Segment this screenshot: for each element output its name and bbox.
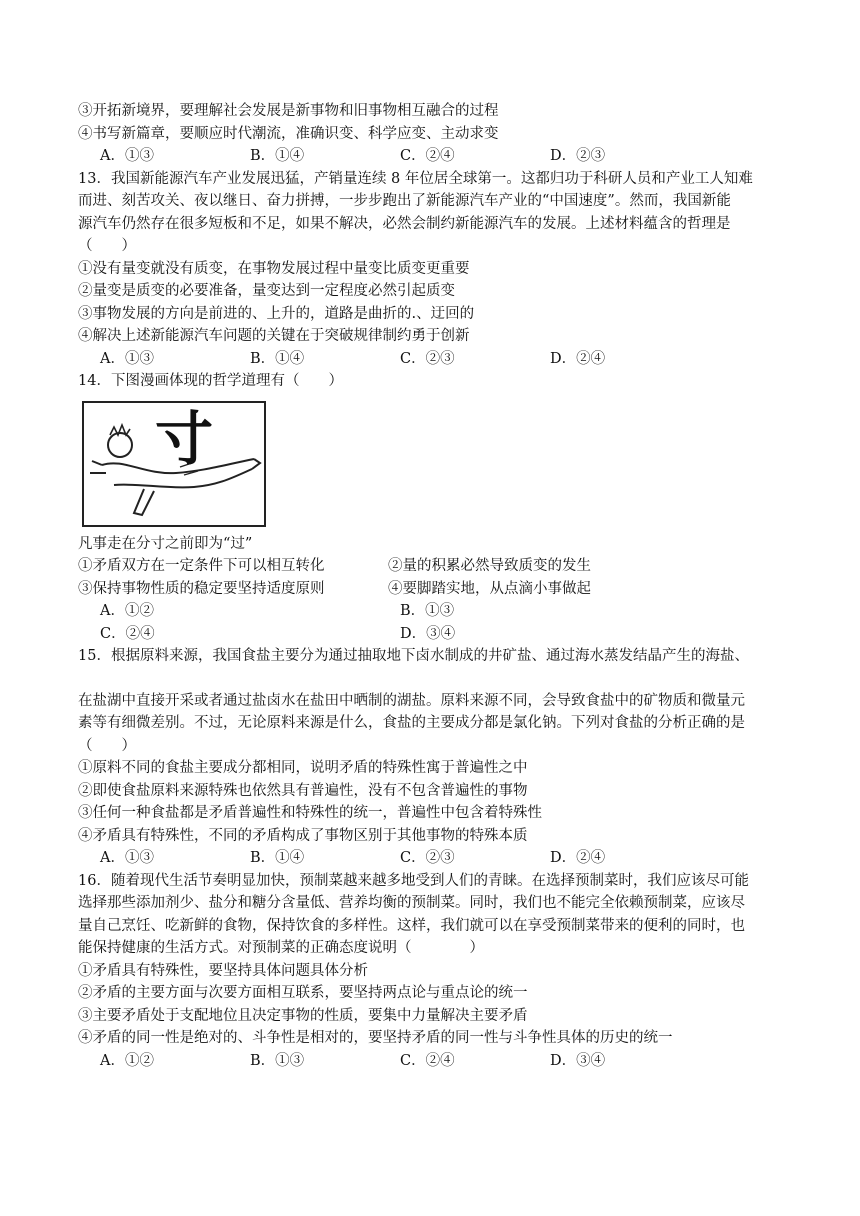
q14-statement-1: ①矛盾双方在一定条件下可以相互转化: [78, 558, 325, 574]
q13-option-b[interactable]: B．①④: [250, 350, 305, 367]
q16-option-a[interactable]: A．①②: [100, 1052, 154, 1069]
q14-statement-row: [78, 578, 778, 601]
cartoon-image: [82, 401, 266, 527]
q15-option-d[interactable]: D．②④: [550, 850, 606, 866]
q14-statement-3: ③保持事物性质的稳定要坚持适度原则: [78, 580, 325, 597]
q15-statement-1: ①原料不同的食盐主要成分都相同，说明矛盾的特殊性寓于普遍性之中: [78, 760, 528, 776]
q12-statement-3: ③开拓新境界，要理解社会发展是新事物和旧事物相互融合的过程: [78, 103, 499, 119]
spacer: [78, 668, 778, 690]
q14-options-row: [78, 623, 778, 646]
q13-options: [78, 348, 778, 371]
q13-option-c[interactable]: C．②③: [400, 350, 455, 367]
q12-option-d[interactable]: D．②③: [550, 148, 606, 164]
q16-stem-line: 选择那些添加剂少、盐分和糖分含量低、营养均衡的预制菜。同时，我们也不能完全依赖预制菜，应该尽: [78, 895, 745, 911]
q16-statement-4: ④矛盾的同一性是绝对的、斗争性是相对的，要坚持矛盾的同一性与斗争性具体的历史的统一: [78, 1030, 673, 1046]
q13-stem-line: 源汽车仍然存在很多短板和不足，如果不解决，必然会制约新能源汽车的发展。上述材料蕴含的哲理是: [78, 215, 731, 232]
q15-statement-2: ②即使食盐原料来源特殊也依然具有普遍性，没有不包含普遍性的事物: [78, 782, 528, 799]
q14-option-a[interactable]: A．①②: [100, 603, 154, 619]
q14-options-row: [78, 600, 778, 623]
q15-option-c[interactable]: C．②③: [400, 850, 455, 866]
cartoon-caption: 凡事走在分寸之前即为“过”: [78, 535, 253, 552]
q12-option-b[interactable]: B．①④: [250, 148, 305, 164]
q13-stem-line: 13．我国新能源汽车产业发展迅猛，产销量连续 8 年位居全球第一。这都归功于科研人员和产业工人知难: [78, 170, 753, 187]
q13-statement-4: ④解决上述新能源汽车问题的关键在于突破规律制约勇于创新: [78, 328, 470, 344]
q16-stem-line: 能保持健康的生活方式。对预制菜的正确态度说明（ ）: [78, 940, 484, 956]
q15-option-b[interactable]: B．①④: [250, 850, 305, 866]
q16-stem-line: 16．随着现代生活节奏明显加快，预制菜越来越多地受到人们的青睐。在选择预制菜时，我们应该尽可能: [78, 872, 749, 889]
q16-option-d[interactable]: D．③④: [550, 1052, 606, 1069]
exam-page: [78, 100, 778, 1072]
q15-stem-line: 素等有细微差别。不过，无论原料来源是什么，食盐的主要成分都是氯化钠。下列对食盐的分析正确的是: [78, 715, 745, 731]
q16-statement-2: ②矛盾的主要方面与次要方面相互联系，要坚持两点论与重点论的统一: [78, 985, 528, 1001]
q13-statement-2: ②量变是质变的必要准备，量变达到一定程度必然引起质变: [78, 283, 455, 299]
q14-option-b[interactable]: B．①③: [400, 603, 455, 619]
q13-stem-line: 而进、刻苦攻关、夜以继日、奋力拼搏，一步步跑出了新能源汽车产业的“中国速度”。然而，我国新能: [78, 193, 731, 209]
q12-options: [78, 145, 778, 168]
q12-option-a[interactable]: A．①③: [100, 148, 154, 164]
q13-option-a[interactable]: A．①③: [100, 350, 154, 367]
q14-option-c[interactable]: C．②④: [100, 625, 155, 642]
q13-answer-blank: （ ）: [78, 238, 136, 254]
q14-statement-row: [78, 555, 778, 578]
q15-stem-line: 在盐湖中直接开采或者通过盐卤水在盐田中晒制的湖盐。原料来源不同，会导致食盐中的矿物质和微量元: [78, 692, 745, 709]
cartoon-character: 寸: [154, 404, 214, 473]
q12-statement-4: ④书写新篇章，要顺应时代潮流，准确识变、科学应变、主动求变: [78, 125, 499, 142]
cartoon-drawing: [84, 403, 264, 525]
q14-option-d[interactable]: D．③④: [400, 625, 456, 642]
q15-statement-3: ③任何一种食盐都是矛盾普遍性和特殊性的统一，普遍性中包含着特殊性: [78, 805, 542, 821]
q15-option-a[interactable]: A．①③: [100, 850, 154, 866]
q15-stem-line: 15．根据原料来源，我国食盐主要分为通过抽取地下卤水制成的井矿盐、通过海水蒸发结晶产生的海盐、: [78, 648, 749, 664]
q14-statement-4: ④要脚踏实地，从点滴小事做起: [388, 580, 591, 597]
q16-option-b[interactable]: B．①③: [250, 1052, 305, 1069]
q13-statement-3: ③事物发展的方向是前进的、上升的，道路是曲折的.、迂回的: [78, 305, 475, 322]
q15-answer-blank: （ ）: [78, 737, 136, 754]
q16-stem-line: 量自己烹饪、吃新鲜的食物，保持饮食的多样性。这样，我们就可以在享受预制菜带来的便利的同时，也: [78, 917, 745, 934]
q15-options: [78, 847, 778, 870]
q16-statement-3: ③主要矛盾处于支配地位且决定事物的性质，要集中力量解决主要矛盾: [78, 1007, 528, 1024]
q12-option-c[interactable]: C．②④: [400, 148, 455, 164]
q13-option-d[interactable]: D．②④: [550, 350, 606, 367]
q16-options: [78, 1050, 778, 1073]
q16-option-c[interactable]: C．②④: [400, 1052, 455, 1069]
q14-stem: 14．下图漫画体现的哲学道理有（ ）: [78, 373, 343, 389]
q13-statement-1: ①没有量变就没有质变，在事物发展过程中量变比质变更重要: [78, 260, 470, 277]
q16-statement-1: ①矛盾具有特殊性，要坚持具体问题具体分析: [78, 962, 368, 979]
q14-statement-2: ②量的积累必然导致质变的发生: [388, 558, 591, 574]
q15-statement-4: ④矛盾具有特殊性，不同的矛盾构成了事物区别于其他事物的特殊本质: [78, 827, 528, 844]
